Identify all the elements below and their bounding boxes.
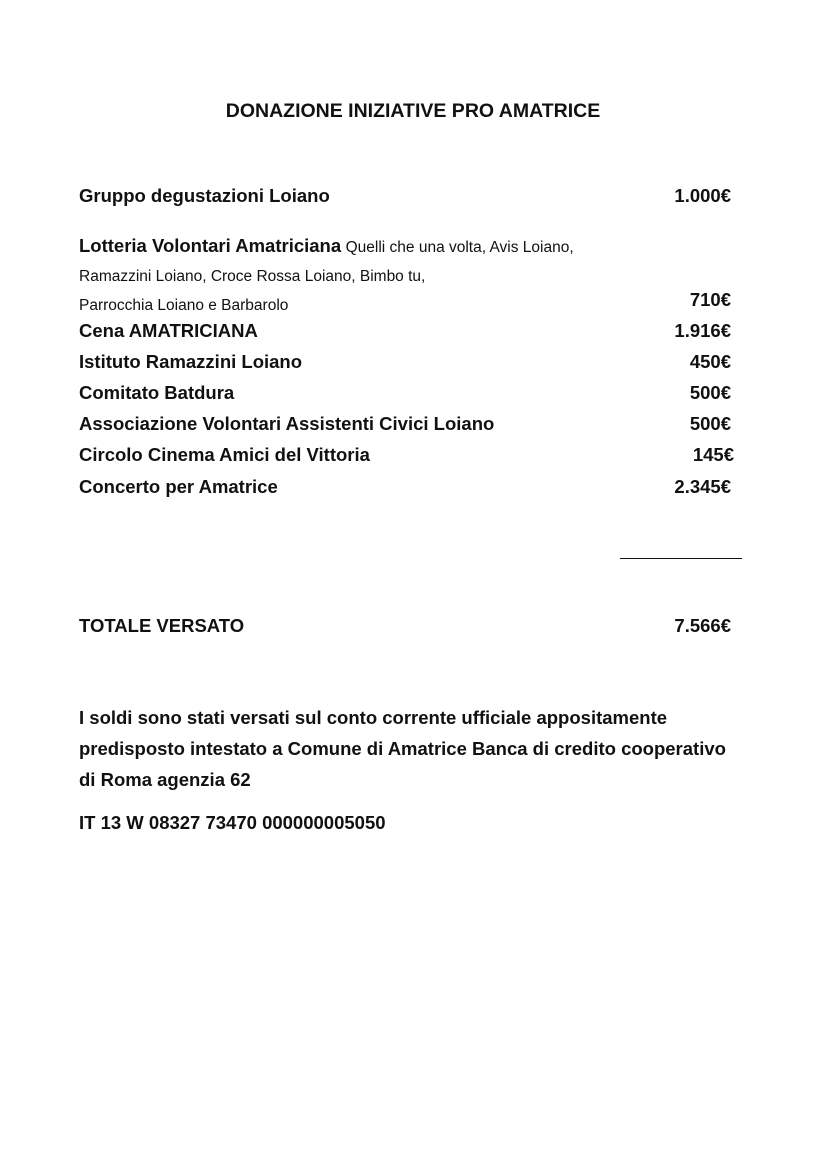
lottery-note-3: Parrocchia Loiano e Barbarolo bbox=[79, 297, 289, 314]
lottery-amount: 710€ bbox=[689, 289, 731, 310]
entry-row bbox=[79, 382, 731, 404]
total-row bbox=[79, 615, 731, 637]
document-title: DONAZIONE INIZIATIVE PRO AMATRICE bbox=[225, 100, 601, 122]
payment-note: I soldi sono stati versati sul conto corrente ufficiale appositamente predisposto intestato a Comune di Amatrice Banca di credito cooperativo di Roma agenzia 62 bbox=[79, 707, 726, 790]
total-amount: 7.566€ bbox=[674, 615, 731, 636]
entry-label: Gruppo degustazioni Loiano bbox=[79, 185, 330, 206]
lottery-note-1: Quelli che una volta, Avis Loiano, bbox=[345, 239, 574, 256]
entry-amount: 1.916€ bbox=[674, 320, 731, 341]
entry-label: Associazione Volontari Assistenti Civici Loiano bbox=[79, 413, 495, 434]
entry-amount: 450€ bbox=[689, 351, 731, 372]
entry-label: Comitato Batdura bbox=[79, 382, 235, 403]
lottery-line-1 bbox=[79, 231, 739, 262]
total-label: TOTALE VERSATO bbox=[79, 615, 245, 636]
entry-label: Circolo Cinema Amici del Vittoria bbox=[79, 444, 370, 465]
iban: IT 13 W 08327 73470 000000005050 bbox=[79, 812, 386, 833]
entry-amount: 1.000€ bbox=[674, 185, 731, 206]
entry-amount: 145€ bbox=[692, 444, 734, 465]
lottery-label: Lotteria Volontari Amatriciana bbox=[79, 235, 342, 256]
entry-row bbox=[79, 444, 734, 466]
entry-label: Istituto Ramazzini Loiano bbox=[79, 351, 303, 372]
entry-amount: 500€ bbox=[689, 413, 731, 434]
entry-row bbox=[79, 320, 731, 342]
sum-rule bbox=[620, 558, 742, 559]
entry-row bbox=[79, 351, 731, 373]
entry-amount: 2.345€ bbox=[674, 476, 731, 497]
entry-row bbox=[79, 476, 731, 498]
entry-label: Concerto per Amatrice bbox=[79, 476, 278, 497]
lottery-entry bbox=[79, 231, 739, 320]
entry-row bbox=[79, 413, 731, 435]
entry-amount: 500€ bbox=[689, 382, 731, 403]
lottery-note-2: Ramazzini Loiano, Croce Rossa Loiano, Bimbo tu, bbox=[79, 268, 426, 285]
entry-label: Cena AMATRICIANA bbox=[79, 320, 258, 341]
entry-row bbox=[79, 185, 731, 207]
